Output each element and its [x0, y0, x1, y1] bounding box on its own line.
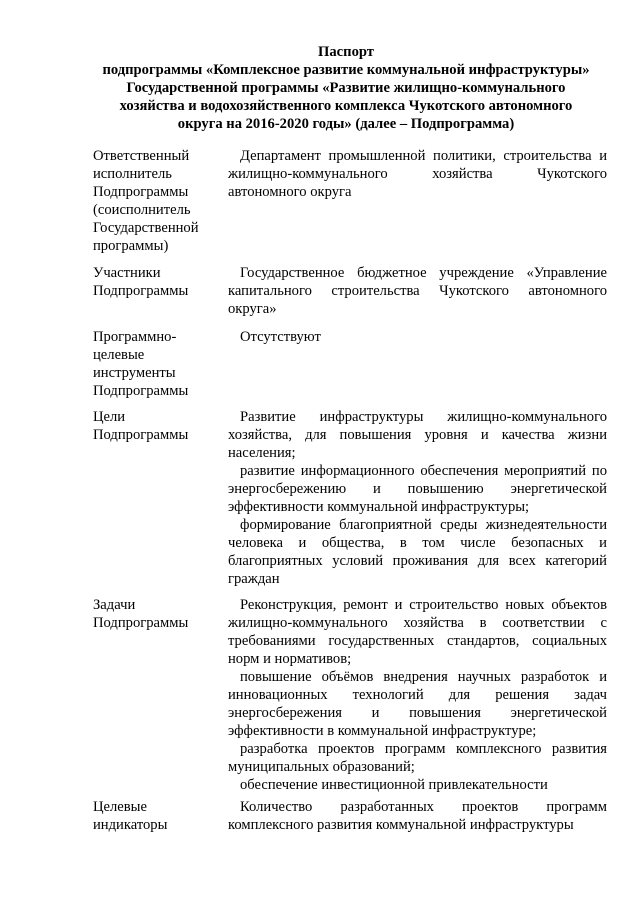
row-value: [228, 328, 607, 346]
value-paragraph: Департамент промышленной политики, строительства и жилищно-коммунального хозяйства Чукотского автономного округа: [228, 148, 607, 200]
label-line: Задачи: [93, 597, 136, 613]
passport-title: [60, 43, 632, 133]
title-line: округа на 2016-2020 годы» (далее – Подпрограмма): [177, 116, 515, 132]
value-paragraph: Количество разработанных проектов программ комплексного развития коммунальной инфраструктуры: [228, 799, 607, 833]
row-value: [228, 596, 607, 794]
value-paragraph: Государственное бюджетное учреждение «Управление капитального строительства Чукотского автономного округа»: [228, 265, 607, 317]
label-line: Государственной: [93, 220, 199, 236]
row-label: [93, 264, 218, 300]
label-line: целевые: [93, 347, 145, 363]
value-paragraph: развитие информационного обеспечения мероприятий по энергосбережению и повышению энергетической эффективности коммунальной инфраструктуры;: [228, 463, 607, 515]
title-line: подпрограммы «Комплексное развитие коммунальной инфраструктуры»: [102, 62, 590, 78]
label-line: инструменты: [93, 365, 176, 381]
label-line: индикаторы: [93, 817, 168, 833]
row-label: [93, 328, 218, 400]
row-value: [228, 798, 607, 834]
label-line: Подпрограммы: [93, 184, 189, 200]
label-line: Цели: [93, 409, 126, 425]
label-line: исполнитель: [93, 166, 172, 182]
title-line: хозяйства и водохозяйственного комплекса Чукотского автономного: [119, 98, 573, 114]
value-paragraph: Отсутствуют: [240, 329, 321, 345]
row-label: [93, 408, 218, 444]
label-line: Программно-: [93, 329, 177, 345]
label-line: (соисполнитель: [93, 202, 191, 218]
row-value: [228, 147, 607, 201]
label-line: Ответственный: [93, 148, 190, 164]
value-paragraph: разработка проектов программ комплексного развития муниципальных образований;: [228, 741, 607, 775]
label-line: Подпрограммы: [93, 383, 189, 399]
value-paragraph: формирование благоприятной среды жизнедеятельности человека и общества, в том числе безопасных и благоприятных условий проживания для всех категорий граждан: [228, 517, 607, 587]
label-line: Подпрограммы: [93, 615, 189, 631]
row-label: [93, 596, 218, 632]
label-line: Подпрограммы: [93, 283, 189, 299]
title-line: Паспорт: [318, 44, 374, 60]
value-paragraph: повышение объёмов внедрения научных разработок и инновационных технологий для решения задач энергосбережения и повышения энергетической эффективности в коммунальной инфраструктуре;: [228, 669, 607, 739]
value-paragraph: Развитие инфраструктуры жилищно-коммунального хозяйства, для повышения уровня и качества жизни населения;: [228, 409, 607, 461]
label-line: Участники: [93, 265, 161, 281]
label-line: Целевые: [93, 799, 147, 815]
value-paragraph: Реконструкция, ремонт и строительство новых объектов жилищно-коммунального хозяйства в соответствии с требованиями государственных стандартов, социальных норм и нормативов;: [228, 597, 607, 667]
label-line: Подпрограммы: [93, 427, 189, 443]
row-value: [228, 408, 607, 588]
value-paragraph: обеспечение инвестиционной привлекательности: [240, 777, 548, 793]
title-line: Государственной программы «Развитие жилищно-коммунального: [126, 80, 566, 96]
row-label: [93, 798, 218, 834]
label-line: программы): [93, 238, 169, 254]
row-value: [228, 264, 607, 318]
row-label: [93, 147, 218, 255]
